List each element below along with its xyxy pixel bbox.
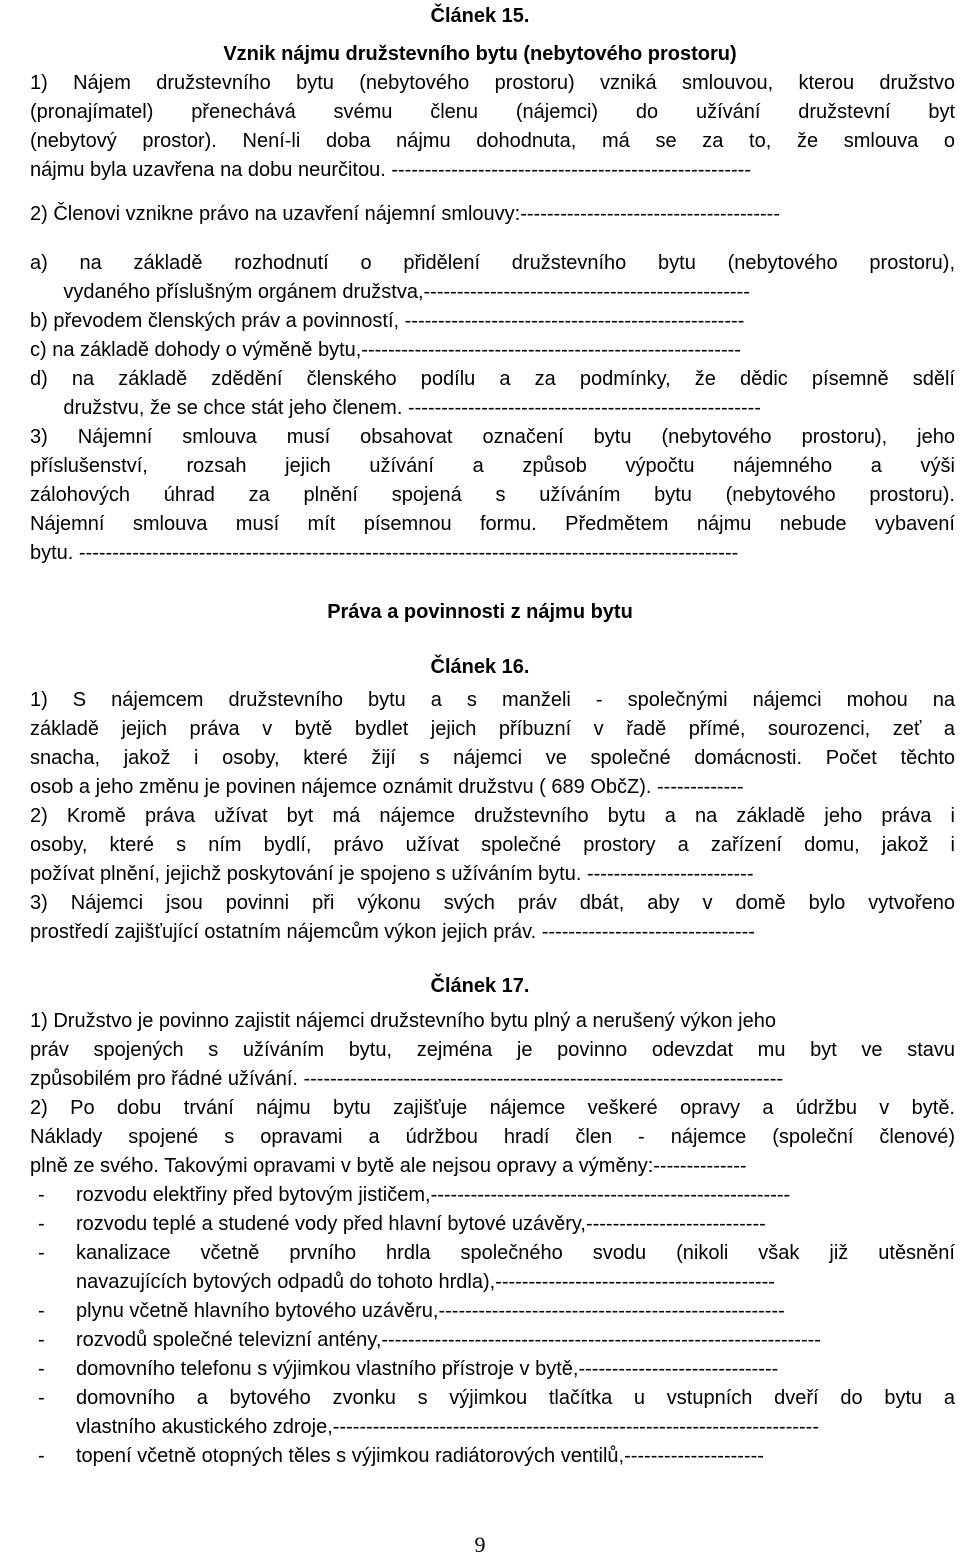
list-item: b) převodem členských práv a povinností, --------------------------------------------------- bbox=[30, 310, 745, 332]
article-15-heading: Vznik nájmu družstevního bytu (nebytového prostoru) bbox=[223, 43, 737, 65]
list-dash: - bbox=[38, 1184, 45, 1206]
paragraph-line: nájmu byla uzavřena na dobu neurčitou. ------------------------------------------------------ bbox=[30, 159, 751, 181]
list-item bbox=[30, 1355, 955, 1384]
list-item-text: domovního a bytového zvonku s výjimkou tlačítka u vstupních dveří do bytu a bbox=[76, 1387, 955, 1409]
list-item: družstvu, že se chce stát jeho členem. ----------------------------------------------------- bbox=[30, 397, 761, 419]
list-item: c) na základě dohody o výměně bytu,--------------------------------------------------------- bbox=[30, 339, 741, 361]
paragraph-line: 2) Kromě práva užívat byt má nájemce družstevního bytu a na základě jeho práva i bbox=[30, 805, 955, 827]
paragraph-line: Nájemní smlouva musí mít písemnou formu. Předmětem nájmu nebude vybavení bbox=[30, 513, 955, 535]
list-item-text: rozvodů společné televizní antény,------------------------------------------------------------------ bbox=[76, 1329, 821, 1351]
list-item-text: domovního telefonu s výjimkou vlastního přístroje v bytě,------------------------------ bbox=[76, 1358, 779, 1380]
list-item-text: kanalizace včetně prvního hrdla společného svodu (nikoli však již utěsnění bbox=[76, 1242, 955, 1264]
list-dash: - bbox=[38, 1445, 45, 1467]
paragraph-line: 3) Nájemní smlouva musí obsahovat označení bytu (nebytového prostoru), jeho bbox=[30, 426, 955, 448]
paragraph-line: zálohových úhrad za plnění spojená s užíváním bytu (nebytového prostoru). bbox=[30, 484, 955, 506]
paragraph-line: plně ze svého. Takovými opravami v bytě ale nejsou opravy a výměny:-------------- bbox=[30, 1155, 747, 1177]
list-item-text: vlastního akustického zdroje,------------------------------------------------------------------------- bbox=[76, 1416, 819, 1438]
page-number: 9 bbox=[474, 1532, 486, 1557]
paragraph-line: osoby, které s ním bydlí, právo užívat společné prostory a zařízení domu, jakož i bbox=[30, 834, 955, 856]
list-item: d) na základě zdědění členského podílu a za podmínky, že dědic písemně sdělí bbox=[30, 368, 955, 390]
list-dash: - bbox=[38, 1329, 45, 1351]
paragraph-line: bytu. --------------------------------------------------------------------------------------------------- bbox=[30, 542, 739, 564]
list-dash: - bbox=[38, 1387, 45, 1409]
list-item bbox=[30, 1297, 955, 1326]
section-heading: Práva a povinnosti z nájmu bytu bbox=[327, 601, 633, 623]
paragraph-line: 1) Nájem družstevního bytu (nebytového prostoru) vzniká smlouvou, kterou družstvo bbox=[30, 72, 955, 94]
paragraph-line: (pronajímatel) přenechává svému členu (nájemci) do užívání družstevní byt bbox=[30, 101, 955, 123]
list-item-text: rozvodu elektřiny před bytovým jističem,------------------------------------------------------ bbox=[76, 1184, 791, 1206]
list-dash: - bbox=[38, 1213, 45, 1235]
list-dash: - bbox=[38, 1242, 45, 1264]
list-item: a) na základě rozhodnutí o přidělení družstevního bytu (nebytového prostoru), bbox=[30, 252, 955, 274]
paragraph-line: 3) Nájemci jsou povinni při výkonu svých práv dbát, aby v domě bylo vytvořeno bbox=[30, 892, 955, 914]
article-17-title: Článek 17. bbox=[430, 975, 530, 997]
list-item-text: navazujících bytových odpadů do tohoto hrdla),------------------------------------------ bbox=[76, 1271, 775, 1293]
paragraph-line: 1) S nájemcem družstevního bytu a s manželi - společnými nájemci mohou na bbox=[30, 689, 955, 711]
list-item bbox=[30, 1268, 955, 1297]
article-16-title: Článek 16. bbox=[430, 656, 530, 678]
list-item bbox=[30, 1210, 955, 1239]
list-item bbox=[30, 1326, 955, 1355]
list-item bbox=[30, 1413, 955, 1442]
paragraph-line: 2) Členovi vznikne právo na uzavření nájemní smlouvy:--------------------------------------- bbox=[30, 203, 780, 225]
list-dash: - bbox=[38, 1358, 45, 1380]
paragraph-line: příslušenství, rozsah jejich užívání a způsob výpočtu nájemného a výši bbox=[30, 455, 955, 477]
paragraph-line: osob a jeho změnu je povinen nájemce oznámit družstvu ( 689 ObčZ). ------------- bbox=[30, 776, 744, 798]
paragraph-line: snacha, jakož i osoby, které žijí s nájemci ve společné domácnosti. Počet těchto bbox=[30, 747, 955, 769]
list-item-text: topení včetně otopných těles s výjimkou radiátorových ventilů,--------------------- bbox=[76, 1445, 764, 1467]
list-item bbox=[30, 1384, 955, 1413]
paragraph-line: způsobilém pro řádné užívání. ------------------------------------------------------------------------ bbox=[30, 1068, 784, 1090]
list-item-text: plynu včetně hlavního bytového uzávěru,---------------------------------------------------- bbox=[76, 1300, 785, 1322]
paragraph-line: základě jejich práva v bytě bydlet jejich příbuzní v řadě přímé, sourozenci, zeť a bbox=[30, 718, 955, 740]
list-item bbox=[30, 1239, 955, 1268]
paragraph-line: 1) Družstvo je povinno zajistit nájemci družstevního bytu plný a nerušený výkon jeho bbox=[30, 1010, 776, 1032]
list-dash: - bbox=[38, 1300, 45, 1322]
paragraph-line: Náklady spojené s opravami a údržbou hradí člen - nájemce (společní členové) bbox=[30, 1126, 955, 1148]
paragraph-line: 2) Po dobu trvání nájmu bytu zajišťuje nájemce veškeré opravy a údržbu v bytě. bbox=[30, 1097, 955, 1119]
list-item bbox=[30, 1181, 955, 1210]
list-item bbox=[30, 1442, 955, 1471]
article-15-title: Článek 15. bbox=[430, 5, 530, 27]
list-item-text: rozvodu teplé a studené vody před hlavní bytové uzávěry,--------------------------- bbox=[76, 1213, 766, 1235]
paragraph-line: požívat plnění, jejichž poskytování je spojeno s užíváním bytu. ------------------------- bbox=[30, 863, 754, 885]
paragraph-line: práv spojených s užíváním bytu, zejména je povinno odevzdat mu byt ve stavu bbox=[30, 1039, 955, 1061]
paragraph-line: prostředí zajišťující ostatním nájemcům výkon jejich práv. -------------------------------- bbox=[30, 921, 755, 943]
list-item: vydaného příslušným orgánem družstva,------------------------------------------------- bbox=[30, 281, 750, 303]
paragraph-line: (nebytový prostor). Není-li doba nájmu dohodnuta, má se za to, že smlouva o bbox=[30, 130, 955, 152]
